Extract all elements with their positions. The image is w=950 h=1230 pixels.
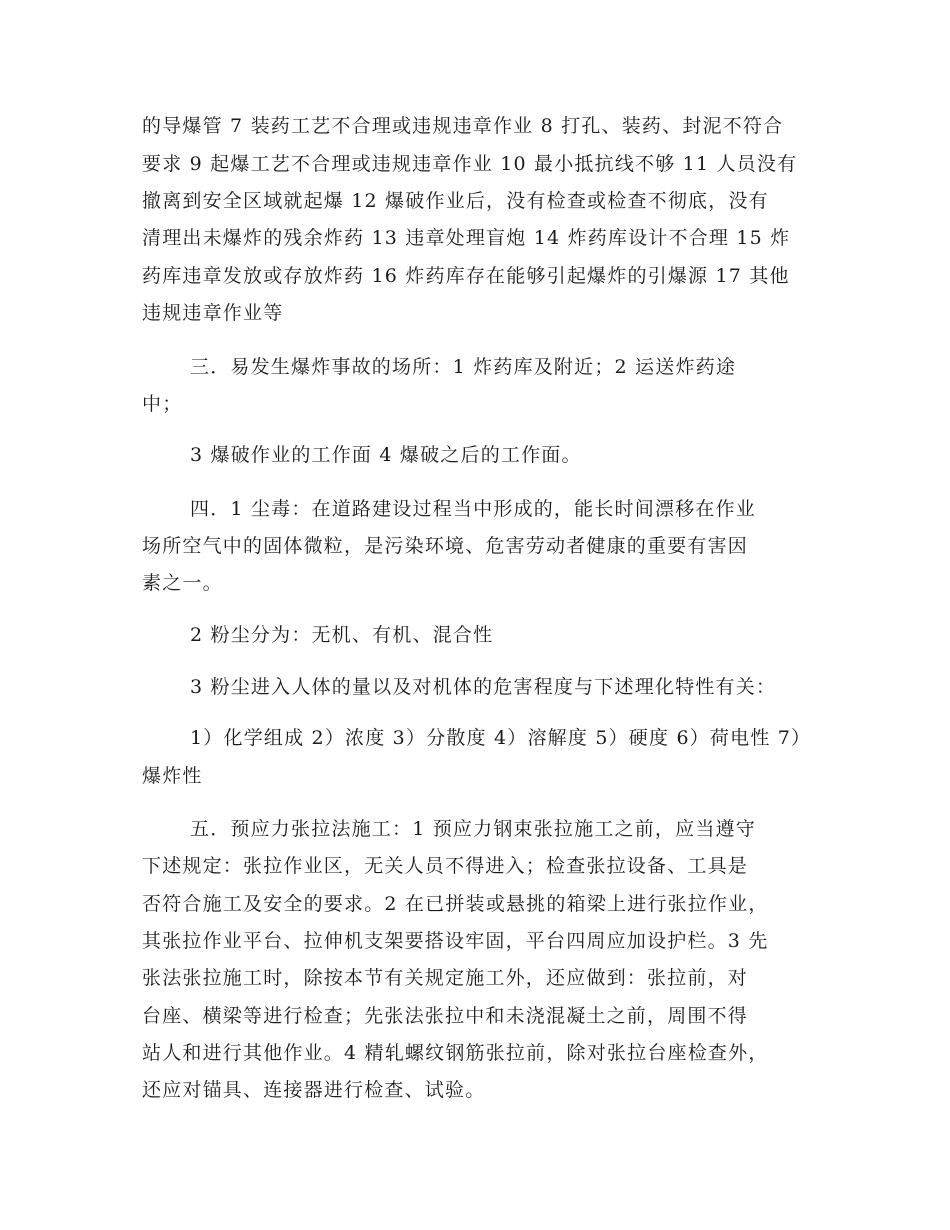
text-line: 场所空气中的固体微粒，是污染环境、危害劳动者健康的重要有害因 (142, 535, 749, 557)
section-3-heading-line: 三．易发生爆炸事故的场所：1 炸药库及附近；2 运送炸药途 (190, 356, 737, 378)
text-line: 素之一。 (142, 572, 223, 594)
text-line: 爆炸性 (142, 765, 203, 787)
text-line: 中； (142, 393, 183, 415)
text-line: 还应对锚具、连接器进行检查、试验。 (142, 1079, 486, 1101)
text-line: 的导爆管 7 装药工艺不合理或违规违章作业 8 打孔、装药、封泥不符合 (142, 115, 784, 137)
section-4-heading-line: 四．1 尘毒：在道路建设过程当中形成的，能长时间漂移在作业 (190, 498, 756, 520)
text-line: 2 粉尘分为：无机、有机、混合性 (190, 624, 494, 646)
text-line: 3 爆破作业的工作面 4 爆破之后的工作面。 (190, 444, 582, 466)
text-line: 3 粉尘进入人体的量以及对机体的危害程度与下述理化特性有关： (190, 676, 777, 698)
text-line: 撤离到安全区域就起爆 12 爆破作业后，没有检查或检查不彻底，没有 (142, 190, 769, 212)
text-line: 要求 9 起爆工艺不合理或违规违章作业 10 最小抵抗线不够 11 人员没有 (142, 153, 798, 175)
text-line: 其张拉作业平台、拉伸机支架要搭设牢固，平台四周应加设护栏。3 先 (142, 930, 769, 952)
text-line: 下述规定：张拉作业区，无关人员不得进入；检查张拉设备、工具是 (142, 855, 749, 877)
text-line: 药库违章发放或存放炸药 16 炸药库存在能够引起爆炸的引爆源 17 其他 (142, 265, 790, 287)
text-line: 张法张拉施工时，除按本节有关规定施工外，还应做到：张拉前，对 (142, 967, 749, 989)
text-line: 站人和进行其他作业。4 精轧螺纹钢筋张拉前，除对张拉台座检查外， (142, 1042, 769, 1064)
text-line: 违规违章作业等 (142, 302, 284, 324)
text-line: 台座、横梁等进行检查；先张法张拉中和未浇混凝土之前，周围不得 (142, 1005, 749, 1027)
text-line: 否符合施工及安全的要求。2 在已拼装或悬挑的箱梁上进行张拉作业， (142, 893, 769, 915)
text-line: 1）化学组成 2）浓度 3）分散度 4）溶解度 5）硬度 6）荷电性 7） (190, 727, 812, 749)
section-5-heading-line: 五．预应力张拉法施工：1 预应力钢束张拉施工之前，应当遵守 (190, 818, 756, 840)
text-line: 清理出未爆炸的残余炸药 13 违章处理盲炮 14 炸药库设计不合理 15 炸 (142, 227, 791, 249)
